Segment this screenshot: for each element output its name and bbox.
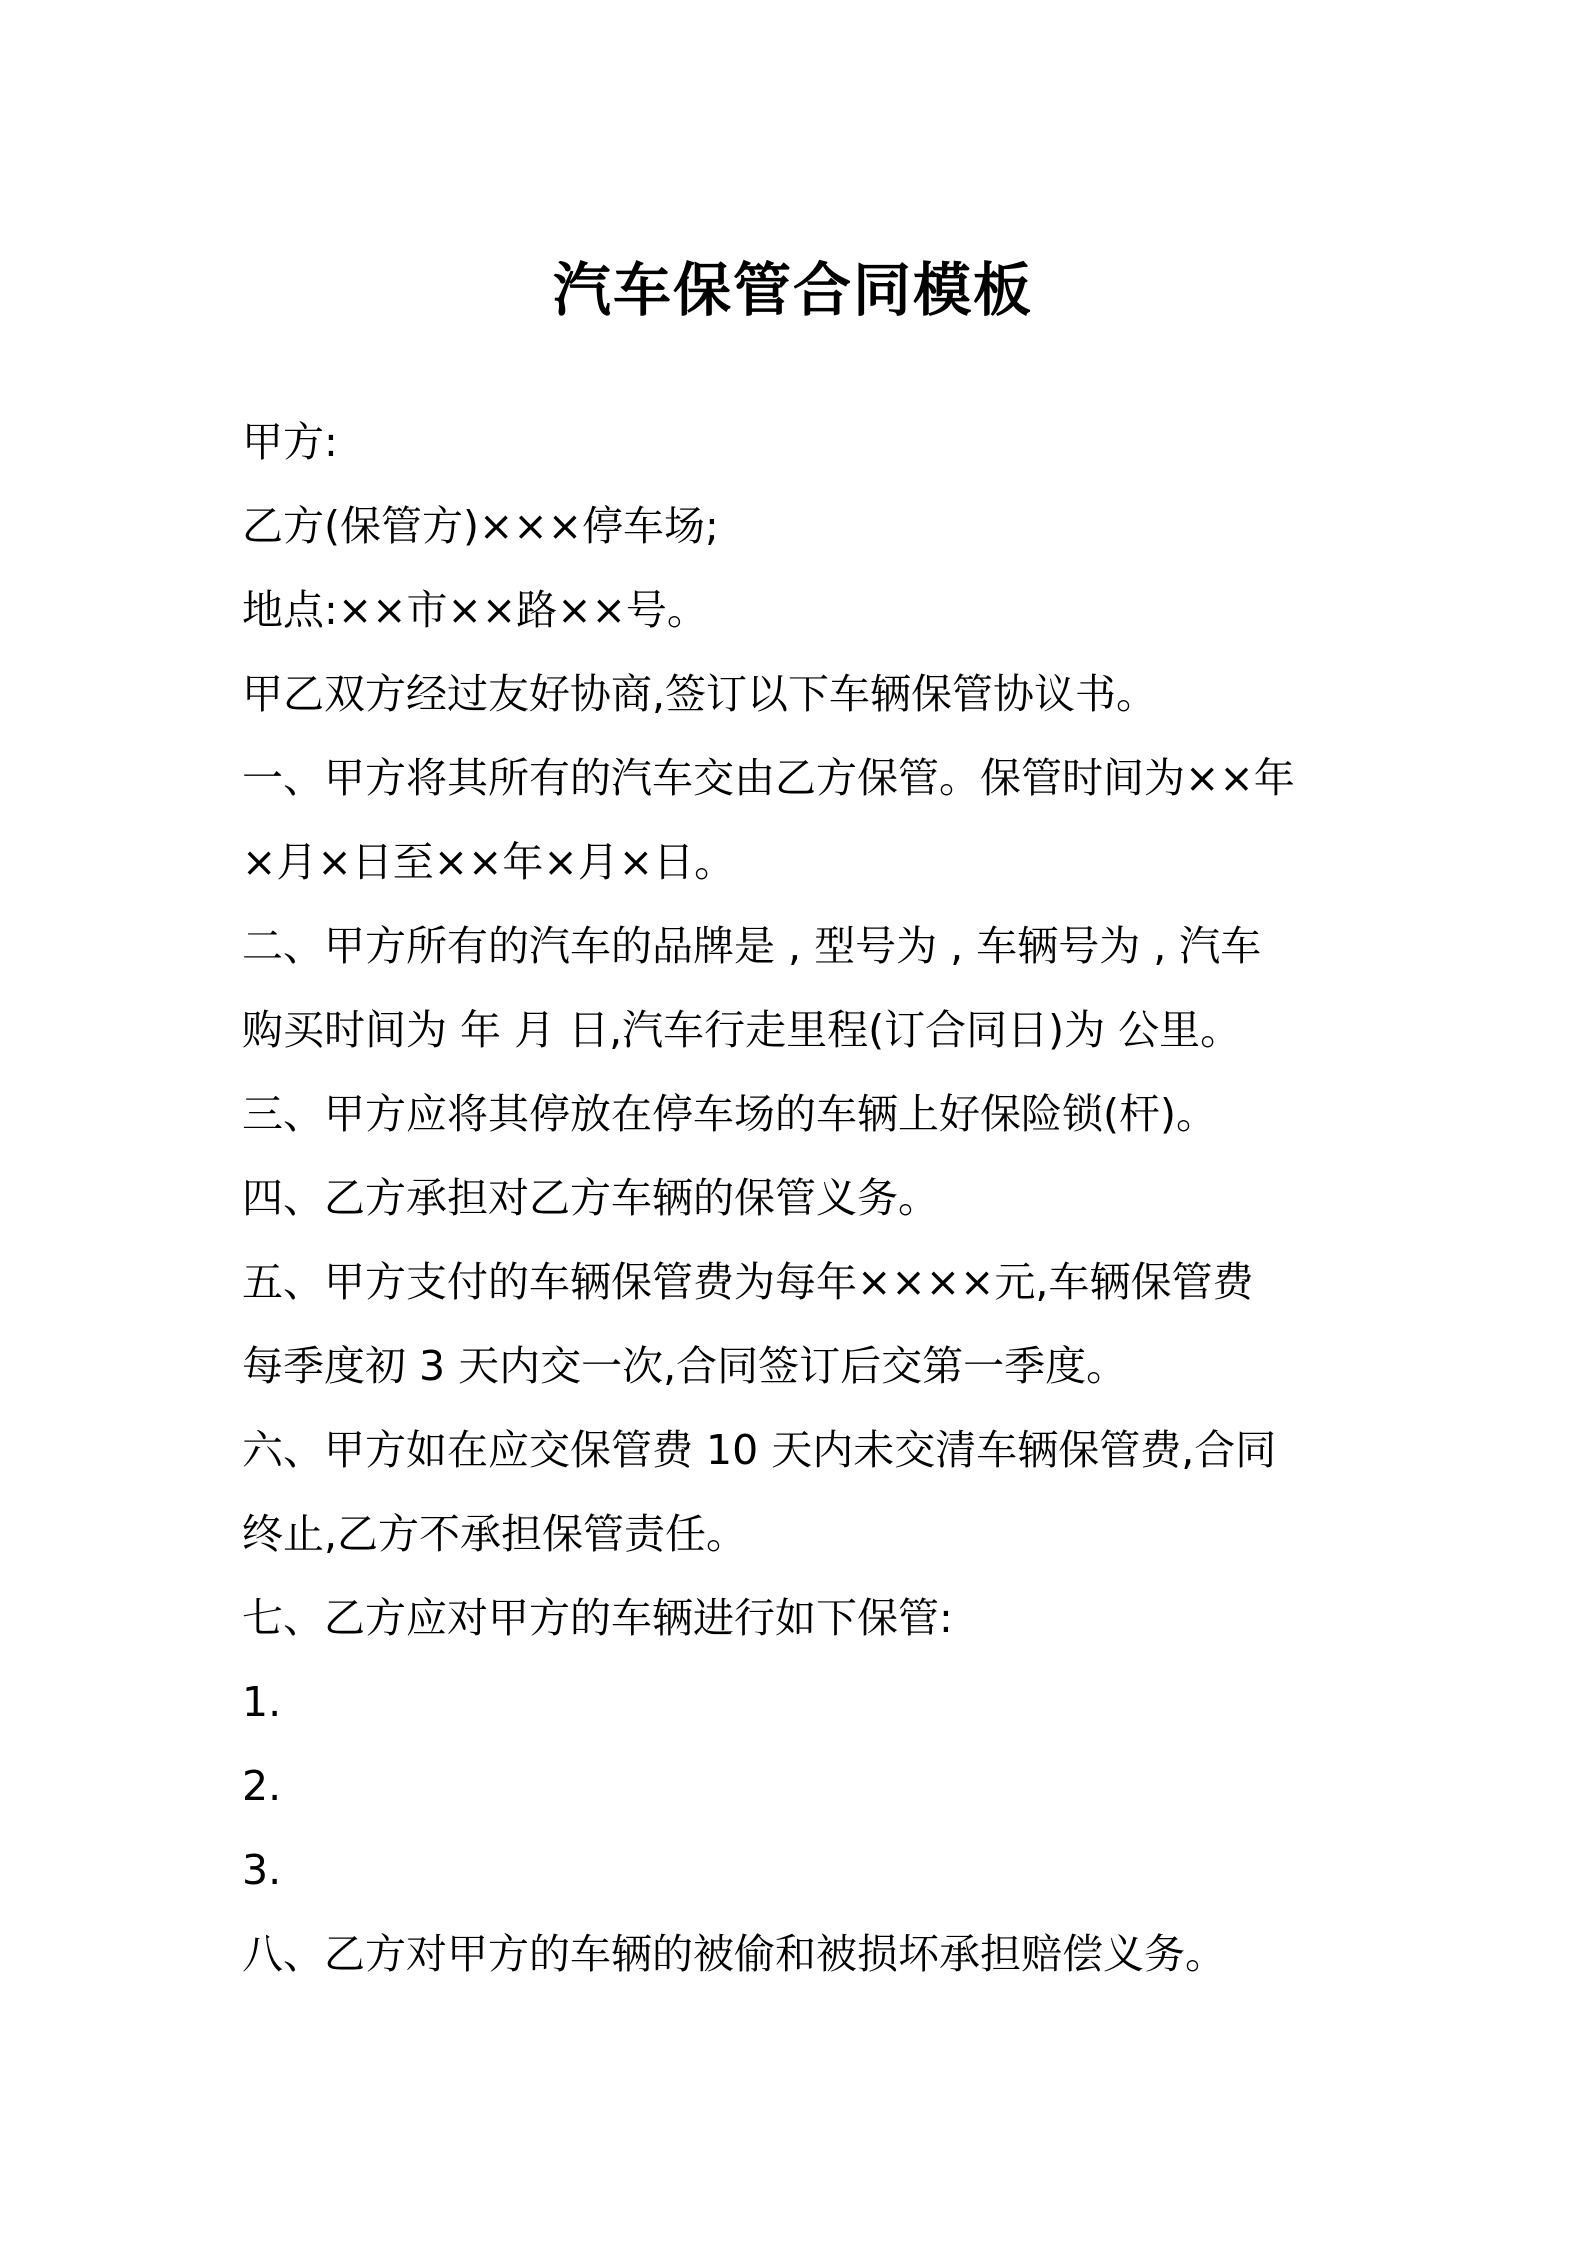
list-item: 1. xyxy=(242,1678,282,1726)
paragraph-line: 购买时间为 年 月 日,汽车行走里程(订合同日)为 公里。 xyxy=(242,1006,1242,1054)
paragraph-line: 二、甲方所有的汽车的品牌是 , 型号为 , 车辆号为 , 汽车 xyxy=(242,922,1262,970)
paragraph-line: 甲方: xyxy=(242,418,338,466)
paragraph-line: 三、甲方应将其停放在停车场的车辆上好保险锁(杆)。 xyxy=(242,1090,1217,1138)
paragraph-line: 乙方(保管方)×××停车场; xyxy=(242,502,719,550)
paragraph-line: 甲乙双方经过友好协商,签订以下车辆保管协议书。 xyxy=(242,670,1158,718)
paragraph-line: 地点:××市××路××号。 xyxy=(242,586,708,634)
paragraph-line: ×月×日至××年×月×日。 xyxy=(242,838,736,886)
paragraph-line: 五、甲方支付的车辆保管费为每年××××元,车辆保管费 xyxy=(242,1258,1254,1306)
paragraph-line: 每季度初 3 天内交一次,合同签订后交第一季度。 xyxy=(242,1342,1128,1390)
paragraph-line: 四、乙方承担对乙方车辆的保管义务。 xyxy=(242,1174,939,1222)
document-body xyxy=(242,400,1362,1996)
paragraph-line: 六、甲方如在应交保管费 10 天内未交清车辆保管费,合同 xyxy=(242,1426,1277,1474)
list-item: 2. xyxy=(242,1762,282,1810)
document-title: 汽车保管合同模板 xyxy=(552,256,1033,324)
paragraph-line: 七、乙方应对甲方的车辆进行如下保管: xyxy=(242,1594,953,1642)
list-item: 3. xyxy=(242,1846,282,1894)
paragraph-line: 终止,乙方不承担保管责任。 xyxy=(242,1510,748,1558)
paragraph-line: 一、甲方将其所有的汽车交由乙方保管。保管时间为××年 xyxy=(242,754,1295,802)
paragraph-line: 八、乙方对甲方的车辆的被偷和被损坏承担赔偿义务。 xyxy=(242,1930,1226,1978)
